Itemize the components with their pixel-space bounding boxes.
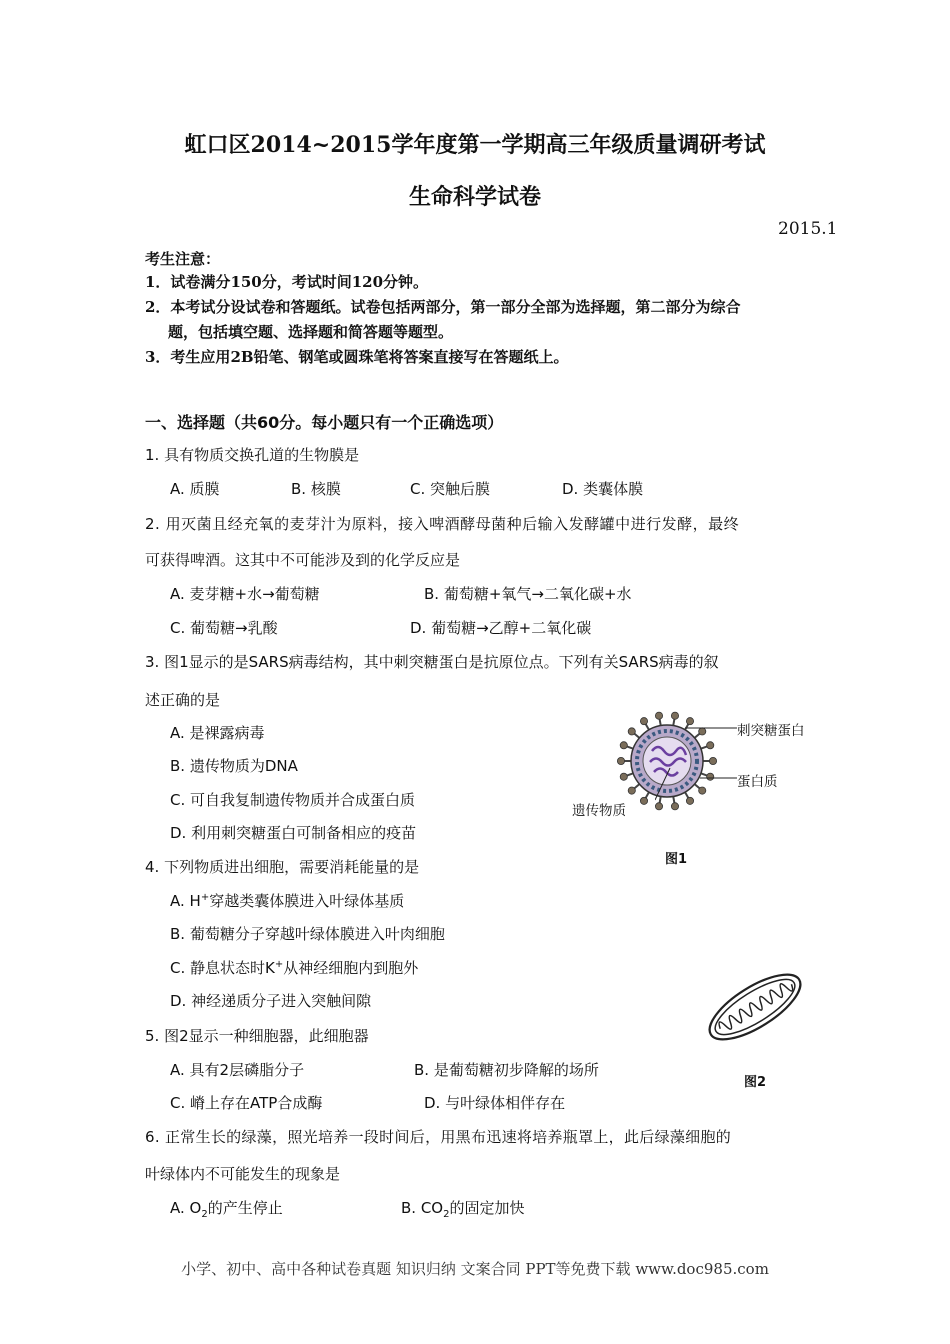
question-6-option-a: A. $O_2$的产生停止 (170, 1199, 283, 1220)
question-1-option-c: C. 突触后膜 (410, 480, 491, 498)
question-2-option-c: C. 葡萄糖→乳酸 (170, 619, 278, 637)
question-6-option-b: B. $CO_2$的固定加快 (401, 1199, 525, 1220)
question-5-option-b: B. 是葡萄糖初步降解的场所 (414, 1061, 599, 1079)
spike-head (617, 757, 624, 764)
spike-head (640, 718, 647, 725)
notice-item-1: 1．试卷满分150分，考试时间120分钟。 (145, 273, 429, 291)
notice-heading: 考生注意： (145, 250, 221, 268)
figure-2-label: 图2 (744, 1075, 767, 1090)
exam-title: 虹口区2014~2015学年度第一学期高三年级质量调研考试 (184, 132, 766, 158)
question-1-option-b: B. 核膜 (291, 480, 341, 498)
question-4-stem: 4. 下列物质进出细胞，需要消耗能量的是 (145, 858, 420, 876)
figure-1-label: 图1 (665, 852, 688, 867)
exam-subtitle: 生命科学试卷 (408, 184, 541, 210)
question-5-option-a: A. 具有2层磷脂分子 (170, 1061, 305, 1079)
spike-head (628, 728, 635, 735)
callout-spike-glycoprotein: 刺突糖蛋白 (737, 723, 805, 739)
question-2-stem-line2: 可获得啤酒。这其中不可能涉及到的化学反应是 (145, 551, 461, 569)
mitochondrion-figure (700, 966, 810, 1048)
spike-head (655, 712, 662, 719)
section-heading: 一、选择题（共60分。每小题只有一个正确选项） (145, 413, 504, 432)
notice-item-2: 2．本考试分设试卷和答题纸。试卷包括两部分，第一部分全部为选择题，第二部分为综合 (145, 298, 741, 316)
question-3-option-b: B. 遗传物质为DNA (170, 757, 298, 775)
question-3-option-c: C. 可自我复制遗传物质并合成蛋白质 (170, 791, 416, 809)
question-4-option-c: C. 静息状态时K+从神经细胞内到胞外 (170, 959, 419, 977)
question-2-stem-line1: 2. 用灭菌且经充氧的麦芽汁为原料，接入啤酒酵母菌种后输入发酵罐中进行发酵，最终 (145, 515, 740, 533)
callout-genetic-material: 遗传物质 (572, 803, 626, 819)
exam-date: 2015.1 (778, 219, 838, 239)
spike-head (640, 797, 647, 804)
question-2-option-d: D. 葡萄糖→乙醇+二氧化碳 (410, 619, 592, 637)
question-4-option-a: A. H+穿越类囊体膜进入叶绿体基质 (170, 892, 405, 910)
question-4-option-b: B. 葡萄糖分子穿越叶绿体膜进入叶肉细胞 (170, 925, 445, 943)
question-1-option-d: D. 类囊体膜 (562, 480, 644, 498)
question-3-stem-line2: 述正确的是 (145, 691, 221, 709)
notice-item-3: 3．考生应用2B铅笔、钢笔或圆珠笔将答案直接写在答题纸上。 (145, 348, 569, 366)
footer-advertisement: 小学、初中、高中各种试卷真题 知识归纳 文案合同 PPT等免费下载 www.doc985.com (181, 1260, 769, 1278)
question-5-option-d: D. 与叶绿体相伴存在 (424, 1094, 566, 1112)
question-1-option-a: A. 质膜 (170, 480, 220, 498)
question-5-option-c: C. 嵴上存在ATP合成酶 (170, 1094, 323, 1112)
question-2-option-b: B. 葡萄糖+氧气→二氧化碳+水 (424, 585, 632, 603)
question-2-option-a: A. 麦芽糖+水→葡萄糖 (170, 585, 320, 603)
spike-head (620, 773, 627, 780)
figure-1-leader-lines (655, 720, 740, 815)
question-6-stem-line1: 6. 正常生长的绿藻，照光培养一段时间后，用黑布迅速将培养瓶罩上，此后绿藻细胞的 (145, 1128, 732, 1146)
question-6-stem-line2: 叶绿体内不可能发生的现象是 (145, 1165, 341, 1183)
callout-protein: 蛋白质 (737, 774, 778, 790)
question-3-option-a: A. 是裸露病毒 (170, 724, 265, 742)
question-5-stem: 5. 图2显示一种细胞器，此细胞器 (145, 1027, 369, 1045)
notice-item-2-cont: 题，包括填空题、选择题和简答题等题型。 (168, 323, 454, 341)
question-3-stem-line1: 3. 图1显示的是SARS病毒结构，其中刺突糖蛋白是抗原位点。下列有关SARS病毒的叙 (145, 653, 719, 671)
spike-head (620, 742, 627, 749)
spike-head (671, 712, 678, 719)
question-4-option-d: D. 神经递质分子进入突触间隙 (170, 992, 372, 1010)
spike-head (628, 787, 635, 794)
question-1-stem: 1. 具有物质交换孔道的生物膜是 (145, 446, 360, 464)
question-3-option-d: D. 利用刺突糖蛋白可制备相应的疫苗 (170, 824, 417, 842)
